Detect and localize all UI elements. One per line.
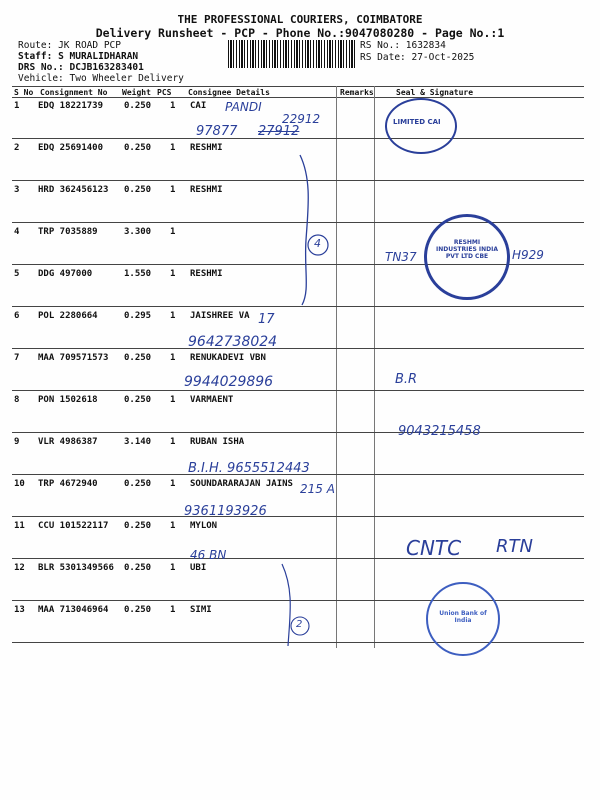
col-remarks: Remarks (340, 88, 374, 97)
company-stamp-2 (424, 214, 510, 300)
row-consignment: POL 2280664 (38, 311, 98, 321)
table-row (12, 391, 584, 431)
col-seal: Seal & Signature (396, 88, 474, 97)
row-pcs: 1 (170, 269, 176, 279)
row-pcs: 1 (170, 479, 176, 489)
bracket-rows-2-5 (290, 150, 340, 310)
route-value: JK ROAD PCP (58, 40, 121, 51)
bracket-rows-12-13 (274, 560, 314, 650)
row-pcs: 1 (170, 143, 176, 153)
row-consignment: HRD 362456123 (38, 185, 109, 195)
row-consignee: UBI (190, 563, 207, 573)
vehicle-label: Vehicle: (18, 73, 64, 84)
row-consignment: TRP 4672940 (38, 479, 98, 489)
hw-46bn: 46 BN (190, 548, 227, 562)
row-consignment: EDQ 25691400 (38, 143, 104, 153)
table-row (12, 349, 584, 389)
table-row (12, 475, 584, 515)
col-sno: S No (14, 88, 34, 97)
row-sno: 3 (14, 185, 20, 195)
row-pcs: 1 (170, 605, 176, 615)
hw-22912: 22912 (282, 112, 321, 126)
staff-value: S MURALIDHARAN (58, 51, 139, 62)
hw-phone-6: 9642738024 (188, 334, 278, 350)
hw-tn37: TN37 (385, 250, 417, 264)
row-consignment: MAA 709571573 (38, 353, 109, 363)
row-consignment: BLR 5301349566 (38, 563, 114, 573)
row-consignment: PON 1502618 (38, 395, 98, 405)
route-label: Route: (18, 40, 53, 51)
row-consignment: DDG 497000 (38, 269, 93, 279)
hw-pandi: PANDI (225, 100, 262, 114)
row-sno: 12 (14, 563, 25, 573)
row-weight: 0.250 (124, 605, 152, 615)
vehicle-line (18, 73, 184, 84)
row-consignment: EDQ 18221739 (38, 101, 104, 111)
row-weight: 0.250 (124, 479, 152, 489)
row-pcs: 1 (170, 521, 176, 531)
row-weight: 0.250 (124, 353, 152, 363)
row-consignee: JAISHREE VA (190, 311, 250, 321)
row-consignee: RESHMI (190, 269, 223, 279)
hw-h929: H929 (512, 248, 544, 262)
barcode (228, 40, 355, 68)
row-sno: 10 (14, 479, 25, 489)
row-weight: 0.250 (124, 521, 152, 531)
hw-cntc: CNTC (406, 536, 462, 560)
row-pcs: 1 (170, 563, 176, 573)
hw-phone-10: 9361193926 (184, 504, 267, 519)
row-sno: 1 (14, 101, 20, 111)
stamp2-text: RESHMI INDUSTRIES INDIA PVT LTD CBE (436, 239, 498, 260)
hw-bracket-2: 2 (296, 619, 303, 630)
col-consignee: Consignee Details (188, 88, 270, 97)
route-line (18, 40, 121, 51)
drs-line (18, 62, 144, 73)
row-weight: 0.250 (124, 101, 152, 111)
col-pcs: PCS (157, 88, 172, 97)
row-consignee: SIMI (190, 605, 212, 615)
row-sno: 7 (14, 353, 20, 363)
row-consignment: MAA 713046964 (38, 605, 109, 615)
row-consignee: VARMAENT (190, 395, 234, 405)
row-sno: 8 (14, 395, 20, 405)
staff-label: Staff: (18, 51, 53, 62)
staff-line (18, 51, 138, 62)
row-sno: 11 (14, 521, 25, 531)
col-weight: Weight (122, 88, 151, 97)
row-consignee: RESHMI (190, 185, 223, 195)
col-consignment: Consignment No (40, 88, 108, 97)
hw-phone-7: 9944029896 (184, 374, 274, 390)
hw-27912: 27912 (258, 124, 300, 139)
row-pcs: 1 (170, 185, 176, 195)
vehicle-value: Two Wheeler Delivery (69, 73, 184, 84)
row-sno: 2 (14, 143, 20, 153)
row-sno: 9 (14, 437, 20, 447)
row-sno: 4 (14, 227, 20, 237)
hw-17: 17 (258, 312, 275, 327)
row-weight: 3.140 (124, 437, 152, 447)
company-stamp-1 (385, 98, 457, 154)
hw-phone-8: 9043215458 (398, 424, 481, 439)
runsheet-title: Delivery Runsheet - PCP - Phone No.:9047080280 - Page No.:1 (95, 26, 505, 40)
stamp1-text: LIMITED CAI (393, 118, 441, 126)
row-sno: 13 (14, 605, 25, 615)
row-consignee: RESHMI (190, 143, 223, 153)
hw-sig-7: B.R (395, 372, 418, 387)
bank-stamp (426, 582, 500, 656)
rs-number: RS No.: 1632834 (360, 40, 446, 51)
row-weight: 1.550 (124, 269, 152, 279)
row-consignment: VLR 4986387 (38, 437, 98, 447)
hw-97877: 97877 (196, 124, 238, 139)
row-pcs: 1 (170, 227, 176, 237)
drs-label: DRS No.: (18, 62, 64, 73)
row-weight: 0.250 (124, 143, 152, 153)
row-pcs: 1 (170, 311, 176, 321)
row-consignee: CAI (190, 101, 207, 111)
hw-215a: 215 A (300, 482, 335, 496)
row-pcs: 1 (170, 437, 176, 447)
hw-rtn: RTN (496, 536, 533, 557)
row-consignee: MYLON (190, 521, 218, 531)
drs-value: DCJB163283401 (69, 62, 144, 73)
row-consignee: RUBAN ISHA (190, 437, 245, 447)
hw-phone-9: B.I.H. 9655512443 (188, 461, 310, 476)
stamp3-text: Union Bank of India (439, 610, 487, 624)
row-consignment: CCU 101522117 (38, 521, 109, 531)
table-top-rule (12, 86, 584, 87)
hw-bracket-4: 4 (314, 237, 321, 250)
row-pcs: 1 (170, 101, 176, 111)
row-weight: 0.250 (124, 563, 152, 573)
row-consignee: SOUNDARARAJAN JAINS (190, 479, 293, 489)
row-weight: 0.250 (124, 185, 152, 195)
table-row (12, 307, 584, 347)
rs-date: RS Date: 27-Oct-2025 (360, 52, 475, 63)
company-name: THE PROFESSIONAL COURIERS, COIMBATORE (177, 13, 423, 26)
row-sno: 6 (14, 311, 20, 321)
row-consignee: RENUKADEVI VBN (190, 353, 266, 363)
row-weight: 0.295 (124, 311, 152, 321)
row-weight: 0.250 (124, 395, 152, 405)
row-sno: 5 (14, 269, 20, 279)
row-pcs: 1 (170, 395, 176, 405)
row-consignment: TRP 7035889 (38, 227, 98, 237)
row-pcs: 1 (170, 353, 176, 363)
row-weight: 3.300 (124, 227, 152, 237)
